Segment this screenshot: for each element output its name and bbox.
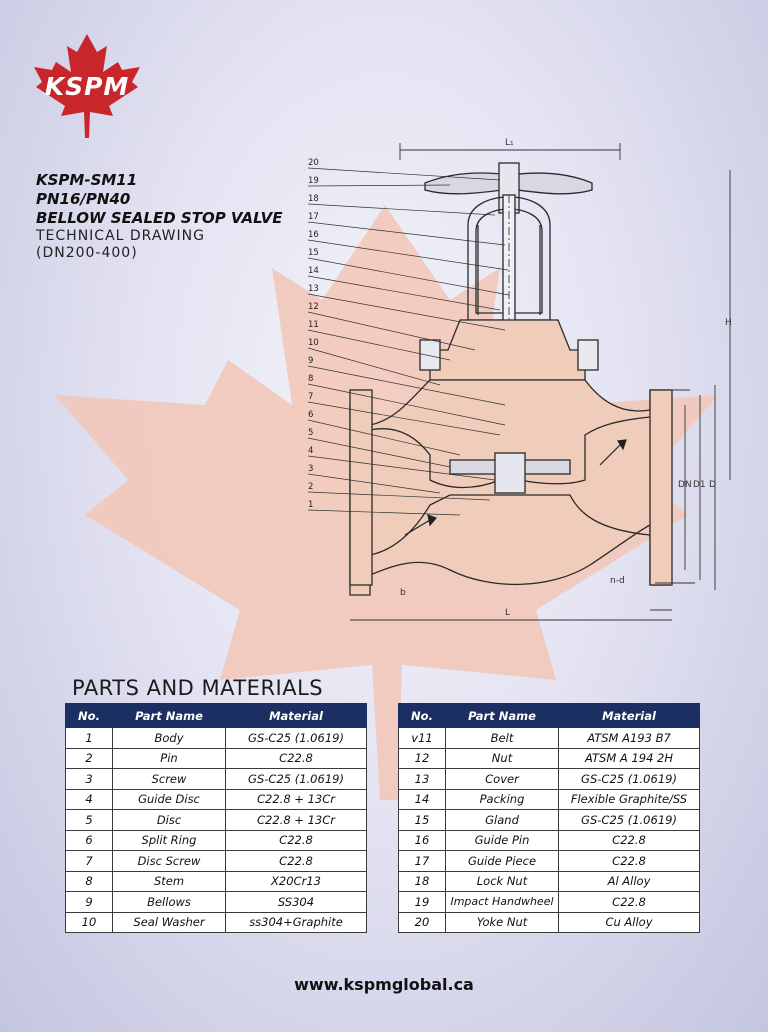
table-row: [399, 912, 700, 933]
table-row: [66, 912, 367, 933]
cell-material: GS-C25 (1.0619): [559, 769, 700, 790]
table-row: [66, 789, 367, 810]
callout-number: 20: [308, 158, 319, 168]
dim-label-b: b: [400, 588, 406, 598]
table-row: [399, 830, 700, 851]
dim-label-l1: L₁: [505, 138, 514, 148]
table-row: [399, 892, 700, 913]
cell-part-name: Screw: [113, 769, 226, 790]
callout-number: 4: [308, 446, 314, 456]
cell-no: 6: [66, 830, 113, 851]
cell-material: C22.8: [226, 851, 367, 872]
table-row: [66, 851, 367, 872]
table-row: [66, 892, 367, 913]
table-row: [399, 810, 700, 831]
cell-no: 15: [399, 810, 446, 831]
product-heading: [36, 171, 282, 262]
cell-no: 7: [66, 851, 113, 872]
table-row: [399, 851, 700, 872]
valve-technical-drawing: [300, 135, 760, 630]
cell-part-name: Disc Screw: [113, 851, 226, 872]
cell-no: 19: [399, 892, 446, 913]
table-header-row: [399, 704, 700, 728]
col-header-no: No.: [66, 704, 113, 728]
callout-leader-line: [308, 204, 495, 215]
callout-number: 12: [308, 302, 319, 312]
table-row: [66, 728, 367, 749]
cell-material: Flexible Graphite/SS: [559, 789, 700, 810]
cell-material: Cu Alloy: [559, 912, 700, 933]
cell-material: GS-C25 (1.0619): [226, 728, 367, 749]
dim-label-d1: D1: [693, 480, 706, 490]
cell-material: ATSM A 194 2H: [559, 748, 700, 769]
cell-part-name: Guide Piece: [446, 851, 559, 872]
table-row: [66, 830, 367, 851]
cell-no: 18: [399, 871, 446, 892]
callout-number: 19: [308, 176, 319, 186]
cell-material: ss304+Graphite: [226, 912, 367, 933]
table-row: [399, 871, 700, 892]
cell-part-name: Stem: [113, 871, 226, 892]
callout-leader-line: [308, 312, 475, 350]
cell-material: GS-C25 (1.0619): [226, 769, 367, 790]
cell-no: 9: [66, 892, 113, 913]
table-row: [399, 769, 700, 790]
table-row: [66, 810, 367, 831]
cell-no: 4: [66, 789, 113, 810]
cell-no: 12: [399, 748, 446, 769]
cell-material: C22.8: [559, 892, 700, 913]
col-header-part-name: Part Name: [113, 704, 226, 728]
callout-number: 9: [308, 356, 314, 366]
callout-leader-line: [308, 258, 509, 295]
cell-no: 20: [399, 912, 446, 933]
pressure-rating: PN16/PN40: [36, 190, 131, 208]
cell-part-name: Body: [113, 728, 226, 749]
cell-material: C22.8: [226, 830, 367, 851]
callout-number: 13: [308, 284, 319, 294]
dim-label-h: H: [725, 318, 732, 328]
cell-part-name: Disc: [113, 810, 226, 831]
cell-material: X20Cr13: [226, 871, 367, 892]
cell-part-name: Nut: [446, 748, 559, 769]
cell-part-name: Gland: [446, 810, 559, 831]
cell-part-name: Packing: [446, 789, 559, 810]
table-row: [66, 769, 367, 790]
callout-number: 2: [308, 482, 314, 492]
cell-part-name: Guide Disc: [113, 789, 226, 810]
cell-material: C22.8: [559, 830, 700, 851]
size-range: (DN200-400): [36, 245, 138, 261]
dim-label-nd: n-d: [610, 576, 625, 586]
table-header-row: [66, 704, 367, 728]
cell-no: 16: [399, 830, 446, 851]
cell-part-name: Pin: [113, 748, 226, 769]
col-header-part-name: Part Name: [446, 704, 559, 728]
cell-material: C22.8: [559, 851, 700, 872]
callout-number: 17: [308, 212, 319, 222]
parts-table-left: [65, 703, 367, 933]
cell-part-name: Seal Washer: [113, 912, 226, 933]
logo-text: KSPM: [44, 72, 130, 101]
cell-material: ATSM A193 B7: [559, 728, 700, 749]
cell-no: 14: [399, 789, 446, 810]
cell-part-name: Guide Pin: [446, 830, 559, 851]
dim-label-dn: DN: [678, 480, 692, 490]
cell-no: 5: [66, 810, 113, 831]
cell-part-name: Belt: [446, 728, 559, 749]
cell-no: 10: [66, 912, 113, 933]
table-row: [66, 748, 367, 769]
cell-part-name: Cover: [446, 769, 559, 790]
kspm-logo: [30, 30, 144, 138]
cell-material: GS-C25 (1.0619): [559, 810, 700, 831]
table-row: [399, 748, 700, 769]
model-number: KSPM-SM11: [36, 171, 138, 189]
cell-material: Al Alloy: [559, 871, 700, 892]
table-row: [399, 728, 700, 749]
callout-number: 1: [308, 500, 314, 510]
drawing-subtitle: TECHNICAL DRAWING: [36, 228, 205, 244]
callout-number: 8: [308, 374, 314, 384]
cell-no: v11: [399, 728, 446, 749]
cell-no: 3: [66, 769, 113, 790]
cell-material: SS304: [226, 892, 367, 913]
product-name: BELLOW SEALED STOP VALVE: [36, 209, 283, 227]
cell-part-name: Bellows: [113, 892, 226, 913]
callout-number: 3: [308, 464, 314, 474]
dim-label-l: L: [505, 608, 511, 618]
cell-no: 17: [399, 851, 446, 872]
cell-no: 8: [66, 871, 113, 892]
callout-number: 6: [308, 410, 314, 420]
callout-number: 16: [308, 230, 319, 240]
col-header-no: No.: [399, 704, 446, 728]
website-link[interactable]: www.kspmglobal.ca: [294, 975, 474, 994]
table-row: [399, 789, 700, 810]
callout-number: 10: [308, 338, 319, 348]
cell-part-name: Split Ring: [113, 830, 226, 851]
col-header-material: Material: [559, 704, 700, 728]
cell-material: C22.8 + 13Cr: [226, 810, 367, 831]
cell-part-name: Impact Handwheel: [446, 892, 559, 913]
callout-leader-line: [308, 276, 500, 310]
callout-number: 14: [308, 266, 319, 276]
cell-no: 13: [399, 769, 446, 790]
callout-number: 15: [308, 248, 319, 258]
cell-part-name: Yoke Nut: [446, 912, 559, 933]
dim-label-d: D: [709, 480, 716, 490]
callout-number: 5: [308, 428, 314, 438]
callout-number: 18: [308, 194, 319, 204]
cell-part-name: Lock Nut: [446, 871, 559, 892]
col-header-material: Material: [226, 704, 367, 728]
cell-no: 1: [66, 728, 113, 749]
table-row: [66, 871, 367, 892]
cell-material: C22.8 + 13Cr: [226, 789, 367, 810]
cell-no: 2: [66, 748, 113, 769]
parts-section-title: PARTS AND MATERIALS: [72, 676, 324, 700]
callout-number: 7: [308, 392, 314, 402]
cell-material: C22.8: [226, 748, 367, 769]
callout-number: 11: [308, 320, 319, 330]
parts-table-right: [398, 703, 700, 933]
